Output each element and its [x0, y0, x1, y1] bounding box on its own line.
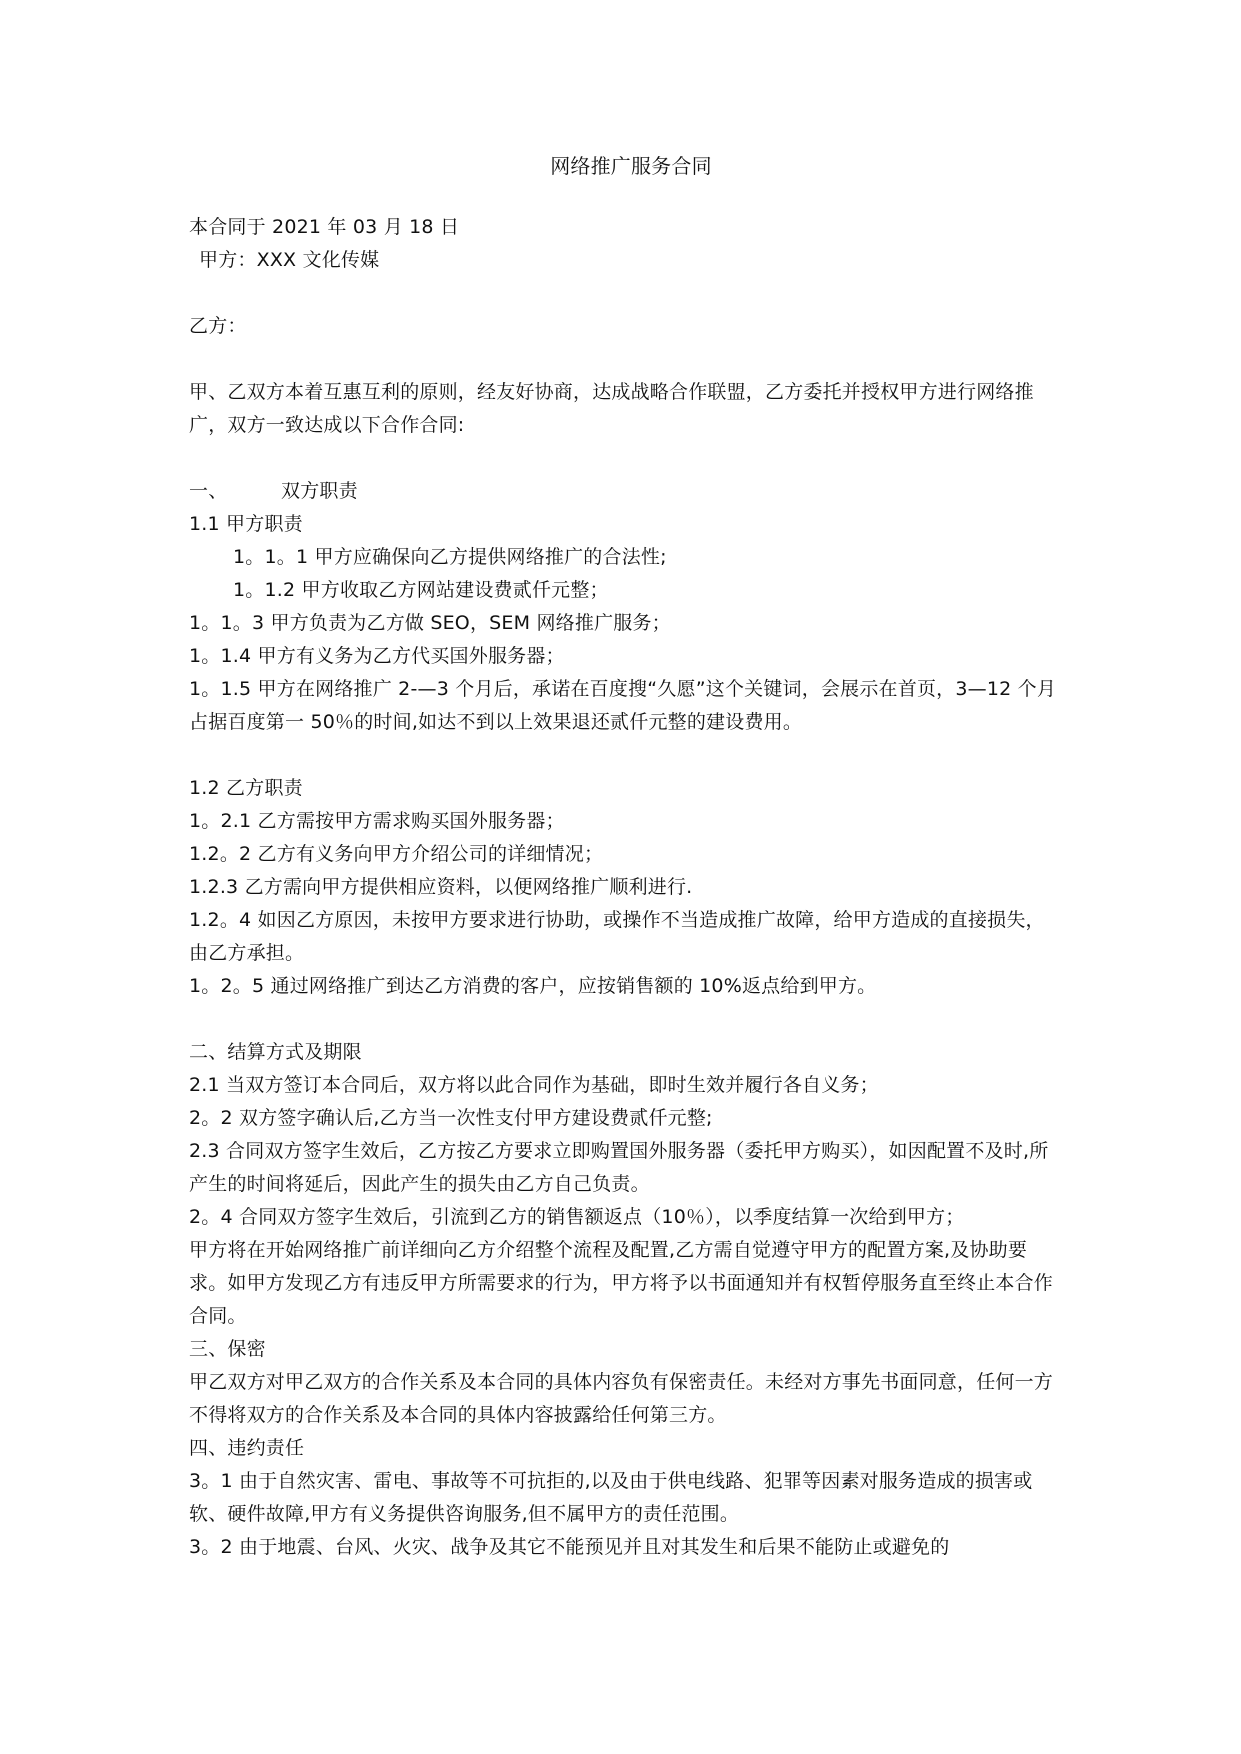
clause-1-1-2: 1。1.2 甲方收取乙方网站建设费贰仟元整； — [233, 579, 609, 601]
clause-2-1: 2.1 当双方签订本合同后，双方将以此合同作为基础，即时生效并履行各自义务； — [189, 1074, 879, 1096]
spacer — [189, 1003, 1061, 1036]
clause-2-2: 2。2 双方签字确认后,乙方当一次性支付甲方建设费贰仟元整; — [189, 1107, 713, 1129]
section-3-heading: 三、保密 — [189, 1338, 266, 1360]
clause-1-1-4: 1。1.4 甲方有义务为乙方代买国外服务器； — [189, 645, 565, 667]
clause-1-2-4: 1.2。4 如因乙方原因，未按甲方要求进行协助，或操作不当造成推广故障，给甲方造成的直接损失，由乙方承担。 — [189, 909, 1045, 964]
party-b-line: 乙方： — [189, 315, 247, 337]
section-1-heading — [189, 475, 1061, 508]
spacer — [189, 442, 1061, 475]
clause-1-2-5: 1。2。5 通过网络推广到达乙方消费的客户，应按销售额的 10%返点给到甲方。 — [189, 975, 877, 997]
subsection-1-2-title: 1.2 乙方职责 — [189, 777, 303, 799]
contract-date-line: 本合同于 2021 年 03 月 18 日 — [189, 216, 460, 238]
spacer — [189, 739, 1061, 772]
document-body — [189, 150, 1061, 1564]
section-4-heading: 四、违约责任 — [189, 1437, 305, 1459]
party-a-line: 甲方：XXX 文化传媒 — [199, 249, 380, 271]
clause-1-1-1: 1。1。1 甲方应确保向乙方提供网络推广的合法性; — [233, 546, 667, 568]
clause-1-2-2: 1.2。2 乙方有义务向甲方介绍公司的详细情况； — [189, 843, 604, 865]
clause-1-2-3: 1.2.3 乙方需向甲方提供相应资料，以便网络推广顺利进行. — [189, 876, 693, 898]
section-1-number: 一、 — [189, 480, 228, 502]
intro-paragraph: 甲、乙双方本着互惠互利的原则，经友好协商，达成战略合作联盟，乙方委托并授权甲方进行网络推广，双方一致达成以下合作合同: — [189, 381, 1034, 436]
clause-1-1-5: 1。1.5 甲方在网络推广 2-—3 个月后，承诺在百度搜“久愿”这个关键词，会展示在首页，3—12 个月占据百度第一 50％的时间,如达不到以上效果退还贰仟元整的建设费用。 — [189, 678, 1057, 733]
spacer — [189, 343, 1061, 376]
section-2-heading: 二、结算方式及期限 — [189, 1041, 362, 1063]
clause-2-5: 甲方将在开始网络推广前详细向乙方介绍整个流程及配置,乙方需自觉遵守甲方的配置方案,及协助要求。如甲方发现乙方有违反甲方所需要求的行为，甲方将予以书面通知并有权暂停服务直至终止本合作合同。 — [189, 1239, 1054, 1327]
subsection-1-1-title: 1.1 甲方职责 — [189, 513, 303, 535]
clause-3-2: 3。2 由于地震、台风、火灾、战争及其它不能预见并且对其发生和后果不能防止或避免的 — [189, 1536, 950, 1558]
section-1-title: 双方职责 — [281, 480, 358, 502]
clause-1-2-1: 1。2.1 乙方需按甲方需求购买国外服务器； — [189, 810, 565, 832]
clause-1-1-3: 1。1。3 甲方负责为乙方做 SEO，SEM 网络推广服务； — [189, 612, 671, 634]
document-title: 网络推广服务合同 — [550, 154, 712, 178]
clause-2-3: 2.3 合同双方签字生效后，乙方按乙方要求立即购置国外服务器（委托甲方购买），如因配置不及时,所产生的时间将延后，因此产生的损失由乙方自己负责。 — [189, 1140, 1049, 1195]
section-3-body: 甲乙双方对甲乙双方的合作关系及本合同的具体内容负有保密责任。未经对方事先书面同意，任何一方不得将双方的合作关系及本合同的具体内容披露给任何第三方。 — [189, 1371, 1054, 1426]
clause-2-4: 2。4 合同双方签字生效后，引流到乙方的销售额返点（10％），以季度结算一次给到甲方； — [189, 1206, 965, 1228]
spacer — [189, 277, 1061, 310]
clause-3-1: 3。1 由于自然灾害、雷电、事故等不可抗拒的,以及由于供电线路、犯罪等因素对服务造成的损害或软、硬件故障,甲方有义务提供咨询服务,但不属甲方的责任范围。 — [189, 1470, 1033, 1525]
